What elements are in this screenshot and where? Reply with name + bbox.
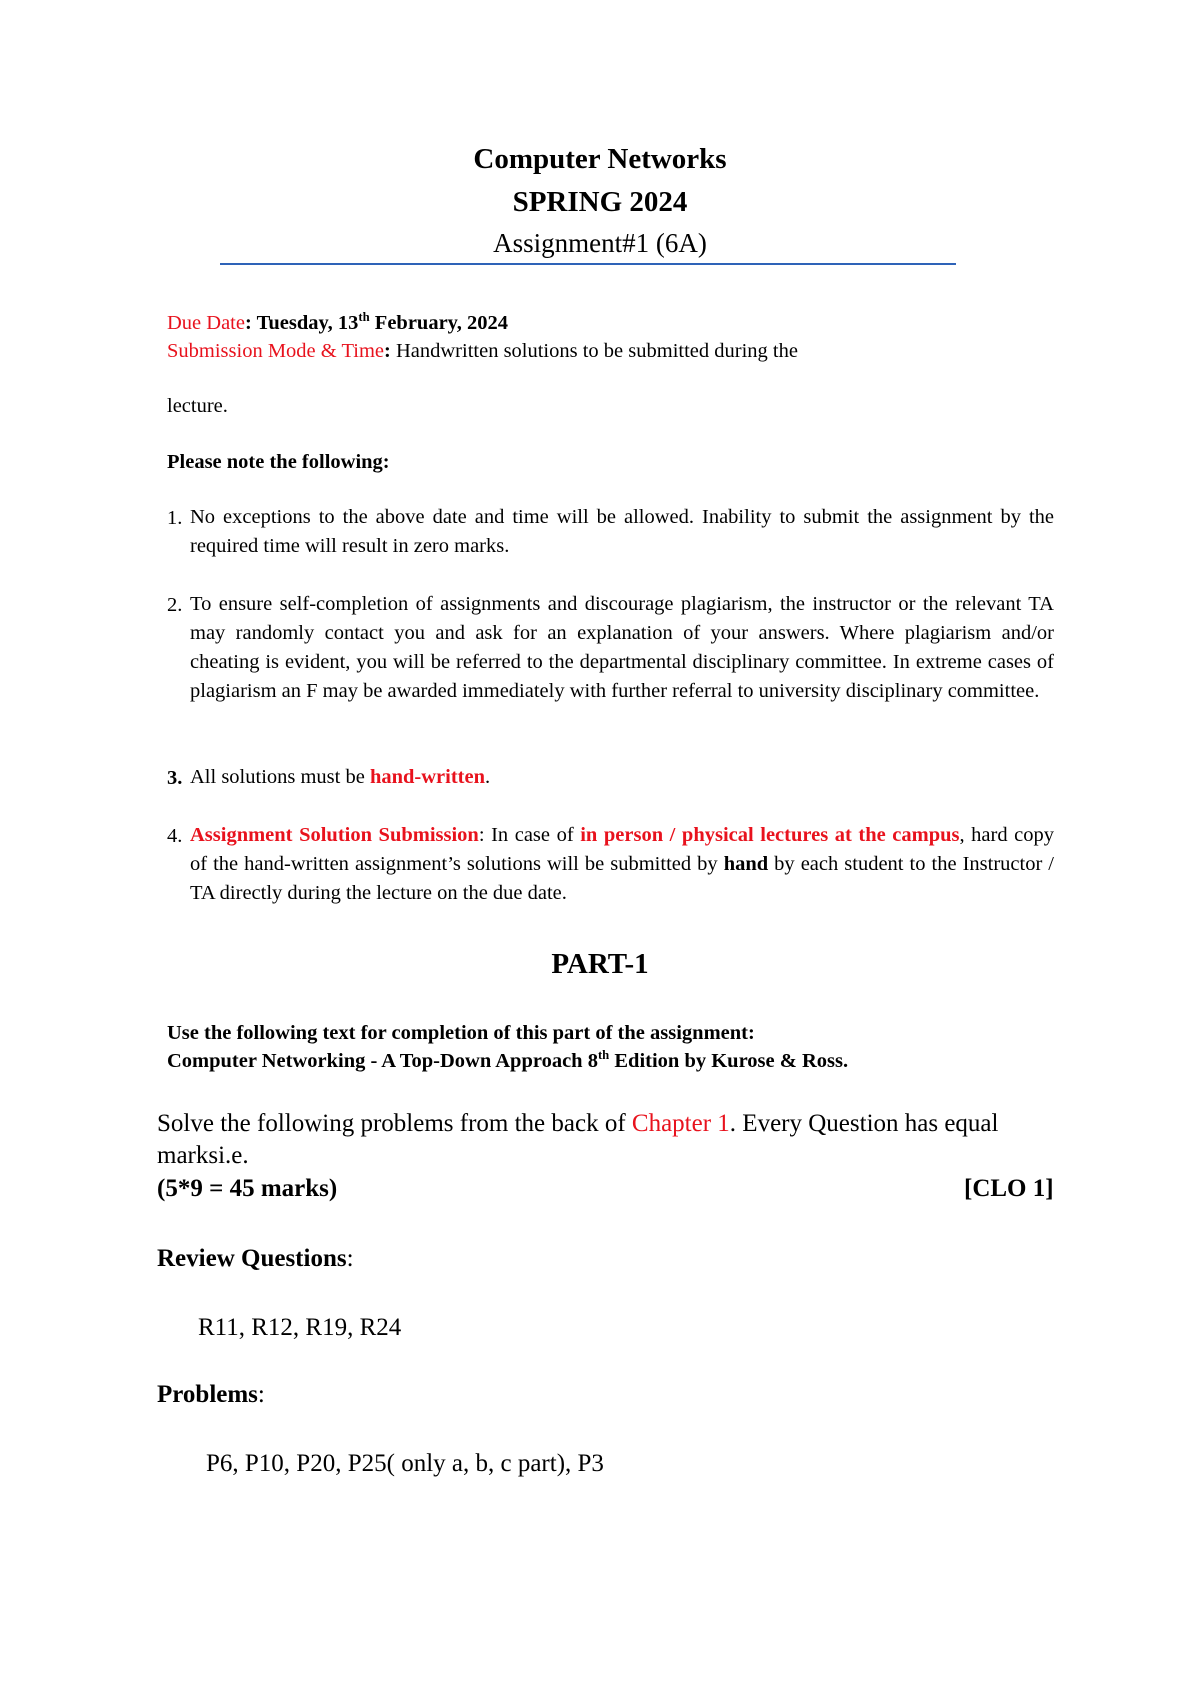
- note-2-number: 2.: [167, 594, 183, 616]
- review-questions-list: R11, R12, R19, R24: [198, 1314, 402, 1341]
- due-date-value: Tuesday, 13th February, 2024: [256, 310, 509, 334]
- chapter-highlight: Chapter 1: [631, 1110, 730, 1137]
- solve-instructions: Solve the following problems from the back of Chapter 1. Every Question has equal marksi.e.: [157, 1110, 999, 1169]
- part-intro-line2: Computer Networking - A Top-Down Approach 8th Edition by Kurose & Ross.: [167, 1048, 849, 1072]
- review-questions-label: Review Questions:: [157, 1245, 354, 1272]
- due-date-line: Due Date: Tuesday, 13th February, 2024: [167, 310, 509, 334]
- solution-submission-label: Assignment Solution Submission: [190, 824, 479, 846]
- note-3-text: All solutions must be hand-written.: [190, 766, 491, 788]
- note-2-text: To ensure self-completion of assignments and discourage plagiarism, the instructor or the relevant TA may randomly contact you and ask for an explanation of your answers. Where plagiarism and/or cheating is evident, you will be referred to the departmental disciplinary committee. In extreme cases of plagiarism an F may be awarded immediately with further referral to university disciplinary committee.: [190, 593, 1054, 702]
- in-person-highlight: in person / physical lectures at the campus: [580, 824, 960, 846]
- part-intro-line1: Use the following text for completion of this part of the assignment:: [167, 1022, 755, 1044]
- problems-label: Problems:: [157, 1381, 265, 1408]
- part-title: PART-1: [551, 948, 649, 980]
- note-4-number: 4.: [167, 825, 183, 847]
- clo-tag: [CLO 1]: [964, 1175, 1054, 1202]
- notes-heading: Please note the following:: [167, 451, 390, 473]
- submission-line: Submission Mode & Time: Handwritten solutions to be submitted during the: [167, 340, 798, 362]
- hand-written-highlight: hand-written: [369, 766, 486, 788]
- note-1-text: No exceptions to the above date and time will be allowed. Inability to submit the assignment by the required time will result in zero marks.: [190, 506, 1054, 557]
- note-1-number: 1.: [167, 507, 183, 529]
- header-divider: [220, 263, 956, 265]
- marks-total: (5*9 = 45 marks): [157, 1175, 338, 1202]
- note-4-text: Assignment Solution Submission: In case of in person / physical lectures at the campus, hard copy of the hand-written assignment’s solutions will be submitted by hand by each student to the Instructor / TA directly during the lecture on the due date.: [190, 824, 1055, 904]
- assignment-title: Assignment#1 (6A): [493, 228, 707, 258]
- note-3-number: 3.: [167, 767, 183, 789]
- submission-label: Submission Mode & Time: [167, 340, 385, 362]
- problems-list: P6, P10, P20, P25( only a, b, c part), P3: [206, 1450, 604, 1477]
- term-title: SPRING 2024: [512, 186, 688, 218]
- submission-text: Handwritten solutions to be submitted during the: [395, 340, 798, 362]
- submission-text-cont: lecture.: [167, 395, 228, 417]
- course-title: Computer Networks: [473, 143, 727, 175]
- due-date-label: Due Date: [167, 312, 245, 334]
